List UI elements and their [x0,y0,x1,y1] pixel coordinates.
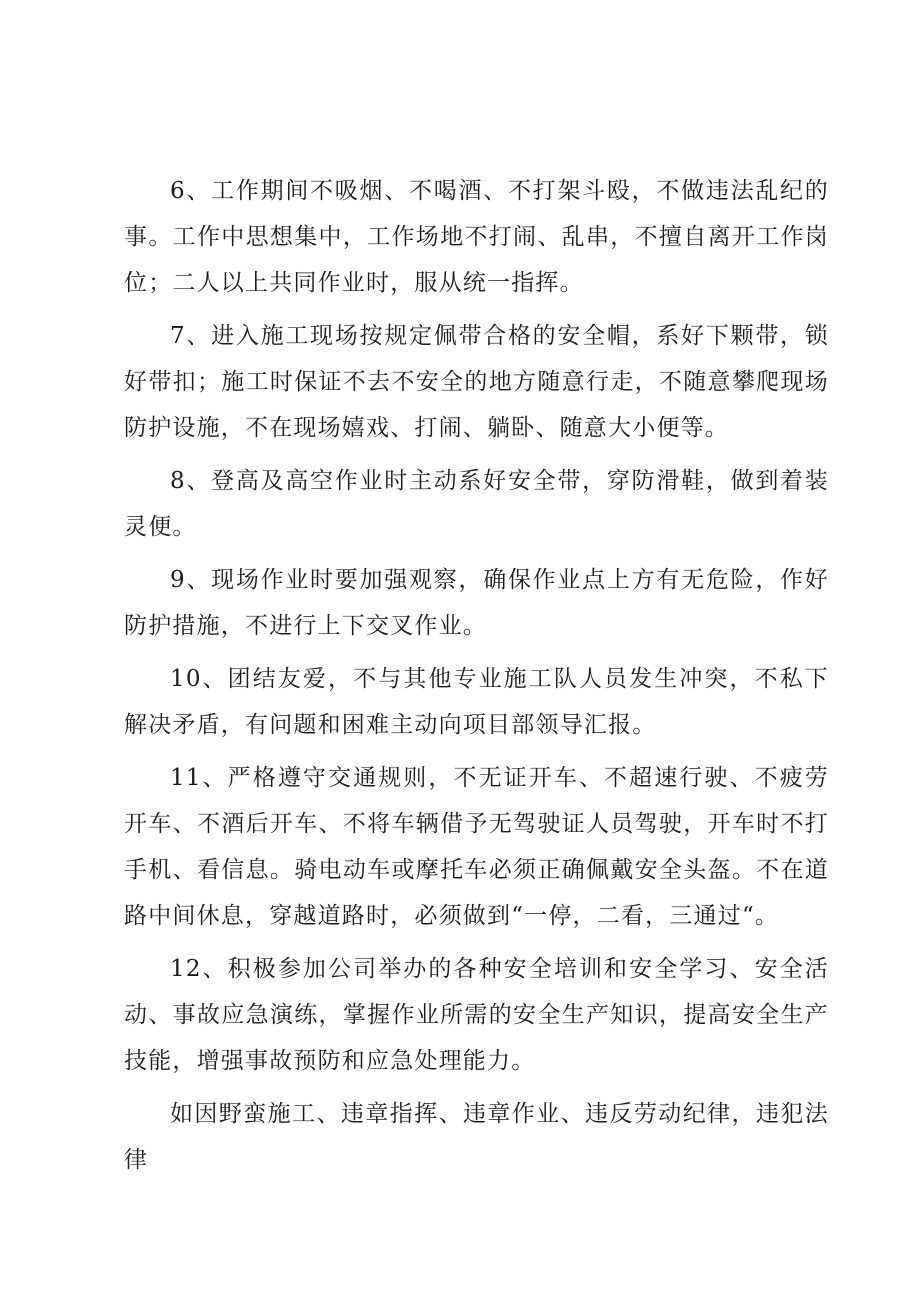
paragraph-rule-9: 9、现场作业时要加强观察，确保作业点上方有无危险，作好防护措施，不进行上下交叉作业。 [124,567,829,639]
paragraph-rule-12: 12、积极参加公司举办的各种安全培训和安全学习、安全活动、事故应急演练，掌握作业所需的安全生产知识，提高安全生产技能，增强事故预防和应急处理能力。 [124,956,829,1074]
paragraph-rule-6: 6、工作期间不吸烟、不喝酒、不打架斗殴，不做违法乱纪的事。工作中思想集中，工作场地不打闹、乱串，不擅自离开工作岗位；二人以上共同作业时，服从统一指挥。 [124,178,829,296]
paragraph-rule-10: 10、团结友爱，不与其他专业施工队人员发生冲突，不私下解决矛盾，有问题和困难主动向项目部领导汇报。 [124,666,829,738]
paragraph-rule-7: 7、进入施工现场按规定佩带合格的安全帽，系好下颗带，锁好带扣；施工时保证不去不安全的地方随意行走，不随意攀爬现场防护设施，不在现场嬉戏、打闹、躺卧、随意大小便等。 [124,323,829,441]
paragraph-rule-8: 8、登高及高空作业时主动系好安全带，穿防滑鞋，做到着装灵便。 [124,468,829,540]
paragraph-rule-11: 11、严格遵守交通规则，不无证开车、不超速行驶、不疲劳开车、不酒后开车、不将车辆借予无驾驶证人员驾驶，开车时不打手机、看信息。骑电动车或摩托车必须正确佩戴安全头盔。不在道路中间休息，穿越道路时，必须做到“一停，二看，三通过“。 [124,765,829,929]
paragraph-closing: 如因野蛮施工、违章指挥、违章作业、违反劳动纪律，违犯法律 [124,1101,829,1173]
document-body [124,168,829,1190]
